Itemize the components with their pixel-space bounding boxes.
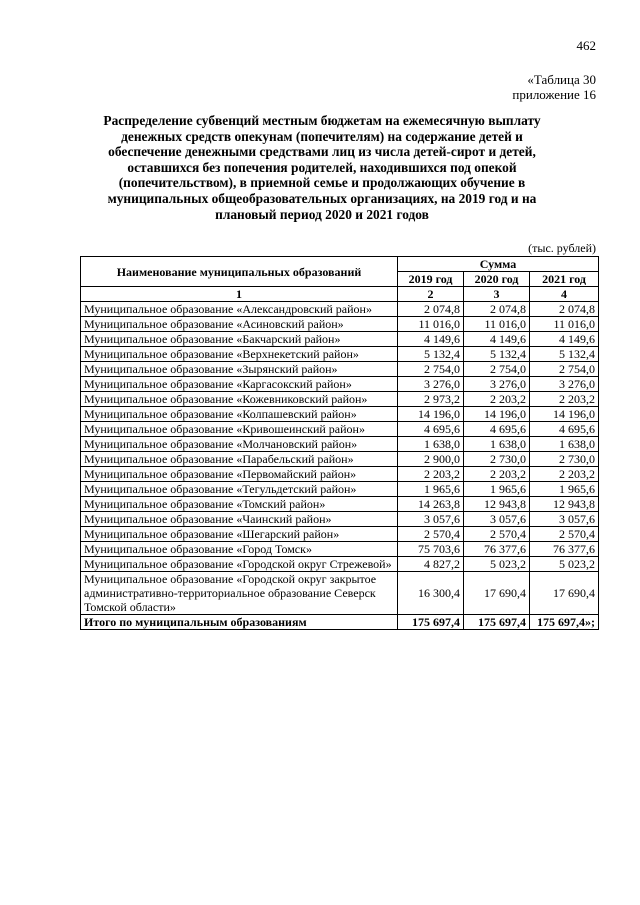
column-header-year: 2021 год bbox=[530, 272, 599, 287]
municipality-name: Муниципальное образование «Первомайский район» bbox=[81, 467, 398, 482]
value-2019: 5 132,4 bbox=[398, 347, 464, 362]
value-2021: 2 730,0 bbox=[530, 452, 599, 467]
value-2020: 2 074,8 bbox=[464, 302, 530, 317]
value-2019: 4 149,6 bbox=[398, 332, 464, 347]
value-2021: 2 570,4 bbox=[530, 527, 599, 542]
value-2021: 17 690,4 bbox=[530, 572, 599, 615]
value-2021: 2 074,8 bbox=[530, 302, 599, 317]
value-2019: 75 703,6 bbox=[398, 542, 464, 557]
value-2021: 1 965,6 bbox=[530, 482, 599, 497]
value-2020: 12 943,8 bbox=[464, 497, 530, 512]
value-2020: 11 016,0 bbox=[464, 317, 530, 332]
value-2020: 5 023,2 bbox=[464, 557, 530, 572]
value-2019: 2 074,8 bbox=[398, 302, 464, 317]
value-2020: 3 276,0 bbox=[464, 377, 530, 392]
table-row bbox=[81, 392, 599, 407]
table-row bbox=[81, 422, 599, 437]
municipality-name: Муниципальное образование «Городской округ закрытое административно-территориальное образование Северск Томской области» bbox=[81, 572, 398, 615]
value-2021: 1 638,0 bbox=[530, 437, 599, 452]
municipality-name: Муниципальное образование «Бакчарский район» bbox=[81, 332, 398, 347]
column-header-name: Наименование муниципальных образований bbox=[81, 257, 398, 287]
value-2021: 4 149,6 bbox=[530, 332, 599, 347]
municipality-name: Муниципальное образование «Томский район» bbox=[81, 497, 398, 512]
value-2021: 2 203,2 bbox=[530, 467, 599, 482]
subvention-table bbox=[80, 256, 599, 630]
municipality-name: Муниципальное образование «Парабельский район» bbox=[81, 452, 398, 467]
value-2019: 1 965,6 bbox=[398, 482, 464, 497]
total-value-2019: 175 697,4 bbox=[398, 615, 464, 630]
municipality-name: Муниципальное образование «Кожевниковский район» bbox=[81, 392, 398, 407]
table-row bbox=[81, 317, 599, 332]
value-2019: 1 638,0 bbox=[398, 437, 464, 452]
value-2021: 3 057,6 bbox=[530, 512, 599, 527]
value-2019: 14 196,0 bbox=[398, 407, 464, 422]
table-row bbox=[81, 437, 599, 452]
column-header-year: 2019 год bbox=[398, 272, 464, 287]
value-2019: 11 016,0 bbox=[398, 317, 464, 332]
table-row bbox=[81, 572, 599, 615]
table-row bbox=[81, 407, 599, 422]
value-2020: 4 695,6 bbox=[464, 422, 530, 437]
table-row bbox=[81, 542, 599, 557]
table-row bbox=[81, 452, 599, 467]
table-row bbox=[81, 362, 599, 377]
table-reference bbox=[512, 72, 596, 102]
table-row bbox=[81, 302, 599, 317]
column-index: 4 bbox=[530, 287, 599, 302]
value-2021: 76 377,6 bbox=[530, 542, 599, 557]
value-2020: 5 132,4 bbox=[464, 347, 530, 362]
table-row bbox=[81, 347, 599, 362]
value-2021: 3 276,0 bbox=[530, 377, 599, 392]
table-row bbox=[81, 527, 599, 542]
value-2021: 12 943,8 bbox=[530, 497, 599, 512]
municipality-name: Муниципальное образование «Колпашевский район» bbox=[81, 407, 398, 422]
municipality-name: Муниципальное образование «Чаинский район» bbox=[81, 512, 398, 527]
total-label: Итого по муниципальным образованиям bbox=[81, 615, 398, 630]
value-2019: 14 263,8 bbox=[398, 497, 464, 512]
page-number: 462 bbox=[576, 38, 596, 53]
table-reference-line2: приложение 16 bbox=[512, 87, 596, 102]
value-2021: 11 016,0 bbox=[530, 317, 599, 332]
value-2021: 14 196,0 bbox=[530, 407, 599, 422]
municipality-name: Муниципальное образование «Александровский район» bbox=[81, 302, 398, 317]
document-title: Распределение субвенций местным бюджетам на ежемесячную выплату денежных средств опекунам (попечителям) на содержание детей и обеспечение денежными средствами лиц из числа детей-сирот и детей, оставшихся без попечения родителей, находившихся под опекой (попечительством), в приемной семье и продолжающих обучение в муниципальных общеобразовательных организациях, на 2019 год и на плановый период 2020 и 2021 годов bbox=[103, 113, 541, 222]
municipality-name: Муниципальное образование «Молчановский район» bbox=[81, 437, 398, 452]
unit-label: (тыс. рублей) bbox=[528, 241, 596, 255]
table-row bbox=[81, 377, 599, 392]
municipality-name: Муниципальное образование «Тегульдетский район» bbox=[81, 482, 398, 497]
value-2020: 1 638,0 bbox=[464, 437, 530, 452]
value-2021: 2 203,2 bbox=[530, 392, 599, 407]
value-2019: 16 300,4 bbox=[398, 572, 464, 615]
column-index: 1 bbox=[81, 287, 398, 302]
value-2019: 2 754,0 bbox=[398, 362, 464, 377]
value-2020: 76 377,6 bbox=[464, 542, 530, 557]
value-2020: 2 203,2 bbox=[464, 392, 530, 407]
municipality-name: Муниципальное образование «Верхнекетский район» bbox=[81, 347, 398, 362]
table-row bbox=[81, 497, 599, 512]
municipality-name: Муниципальное образование «Город Томск» bbox=[81, 542, 398, 557]
value-2020: 14 196,0 bbox=[464, 407, 530, 422]
table-row bbox=[81, 512, 599, 527]
value-2019: 3 276,0 bbox=[398, 377, 464, 392]
column-header-sum: Сумма bbox=[398, 257, 599, 272]
value-2020: 4 149,6 bbox=[464, 332, 530, 347]
value-2020: 1 965,6 bbox=[464, 482, 530, 497]
table-row bbox=[81, 332, 599, 347]
column-index: 2 bbox=[398, 287, 464, 302]
value-2020: 2 730,0 bbox=[464, 452, 530, 467]
municipality-name: Муниципальное образование «Асиновский район» bbox=[81, 317, 398, 332]
value-2020: 2 754,0 bbox=[464, 362, 530, 377]
total-value-2021: 175 697,4»; bbox=[530, 615, 599, 630]
column-header-year: 2020 год bbox=[464, 272, 530, 287]
value-2019: 3 057,6 bbox=[398, 512, 464, 527]
value-2021: 5 132,4 bbox=[530, 347, 599, 362]
value-2019: 4 695,6 bbox=[398, 422, 464, 437]
municipality-name: Муниципальное образование «Зырянский район» bbox=[81, 362, 398, 377]
municipality-name: Муниципальное образование «Городской округ Стрежевой» bbox=[81, 557, 398, 572]
value-2020: 2 570,4 bbox=[464, 527, 530, 542]
value-2021: 2 754,0 bbox=[530, 362, 599, 377]
table-row bbox=[81, 467, 599, 482]
value-2021: 4 695,6 bbox=[530, 422, 599, 437]
municipality-name: Муниципальное образование «Шегарский район» bbox=[81, 527, 398, 542]
value-2020: 2 203,2 bbox=[464, 467, 530, 482]
column-index: 3 bbox=[464, 287, 530, 302]
value-2019: 2 900,0 bbox=[398, 452, 464, 467]
total-row bbox=[81, 615, 599, 630]
table-row bbox=[81, 557, 599, 572]
table-reference-line1: «Таблица 30 bbox=[527, 72, 596, 87]
value-2020: 17 690,4 bbox=[464, 572, 530, 615]
value-2020: 3 057,6 bbox=[464, 512, 530, 527]
value-2019: 2 973,2 bbox=[398, 392, 464, 407]
value-2019: 2 203,2 bbox=[398, 467, 464, 482]
value-2021: 5 023,2 bbox=[530, 557, 599, 572]
municipality-name: Муниципальное образование «Кривошеинский район» bbox=[81, 422, 398, 437]
table-row bbox=[81, 482, 599, 497]
value-2019: 2 570,4 bbox=[398, 527, 464, 542]
value-2019: 4 827,2 bbox=[398, 557, 464, 572]
total-value-2020: 175 697,4 bbox=[464, 615, 530, 630]
municipality-name: Муниципальное образование «Каргасокский район» bbox=[81, 377, 398, 392]
